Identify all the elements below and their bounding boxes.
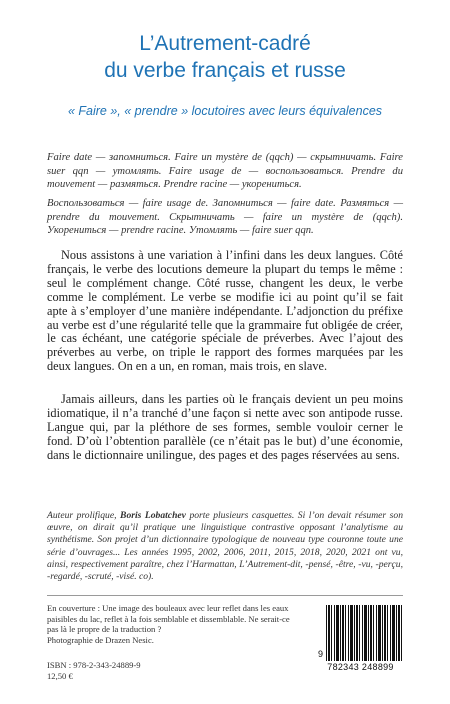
isbn: ISBN : 978-2-343-24889-9 [47, 660, 141, 670]
isbn-block [47, 660, 141, 681]
paragraph-text: Nous assistons à une variation à l’infini dans les deux langues. Côté français, le verbe des locutions demeure la plupart du temps le même : seul le complément change. Côté russe, changent les deux, le verbe comme le complément. Le verbe se modifie ici au point qu’il se fait apte à s’employer d’une manière indépendante. L’adjonction du préfixe au verbe est d’une régularité telle que la grammaire fut obligée de créer, le cas échéant, une catégorie spéciale de préverbes. Avec l’ajout des préverbes au verbe, on triple le rapport des formes marquées par les deux langues. On en a un, en roman, mais trois, en slave. [47, 248, 403, 374]
cover-description: En couverture : Une image des bouleaux avec leur reflet dans les eaux paisibles du lac, reflet à la fois semblable et dissemblable. Ne serait-ce pas là le propre de la traduction ? [47, 603, 290, 635]
divider [47, 595, 403, 596]
author-bio [47, 510, 403, 583]
author-prefix: Auteur prolifique, [47, 510, 121, 521]
author-text: porte plusieurs casquettes. Si l’on devait résumer son œuvre, on dirait qu’il pratique une linguistique contrastive opposant l’analytisme au synthétisme. Son projet d’un dictionnaire typologique de nouveau type couronne toute une série d’ouvrages... Les années 1995, 2002, 2006, 2011, 2015, 2018, 2020, 2021 ont vu, ainsi, respectivement paraître, chez l’Harmattan, L’Autrement-dit, -pensé, -être, -vu, -perçu, -regardé, -scruté, -visé. co). [47, 510, 403, 583]
book-title-line1: L’Autrement-cadré [139, 32, 311, 55]
book-title-line2: du verbe français et russe [104, 59, 346, 82]
paragraph-text: Jamais ailleurs, dans les parties où le français devient un peu moins idiomatique, il n’a tranché d’une façon si nette avec son antipode russe. Langue qui, par la pléthore de ses formes, semble vouloir cerner le fond. D’où l’obtention parallèle (ce n’était pas le but) d’une économie, dans le dictionnaire unilingue, des pages et des pages réservées au sens. [47, 392, 403, 462]
book-subtitle: « Faire », « prendre » locutoires avec leurs équivalences [67, 104, 383, 118]
barcode-digits: 782343 248899 [327, 662, 394, 672]
examples-ru-fr: Воспользоваться — faire usage de. Запомниться — faire date. Размяться — prendre du mouvement. Скрытничать — faire un mystère de (qqch). Укорениться — prendre racine. Утомлять — faire suer qqn. [47, 198, 403, 237]
cover-note [47, 603, 299, 645]
examples-fr-ru: Faire date — запомниться. Faire un mystère de (qqch) — скрытничать. Faire suer qqn — утомлять. Faire usage de — воспользоваться. Prendre du mouvement — размяться. Prendre racine — укорениться. [47, 152, 403, 191]
author-name: Boris Lobatchev [120, 510, 186, 521]
blurb-paragraph-1 [47, 249, 403, 374]
blurb-paragraph-2 [47, 393, 403, 463]
photo-credit: Photographie de Drazen Nesic. [47, 634, 154, 645]
price: 12,50 € [47, 670, 73, 681]
barcode-bars [326, 605, 403, 661]
barcode [318, 605, 403, 673]
barcode-lead-digit: 9 [318, 649, 324, 659]
